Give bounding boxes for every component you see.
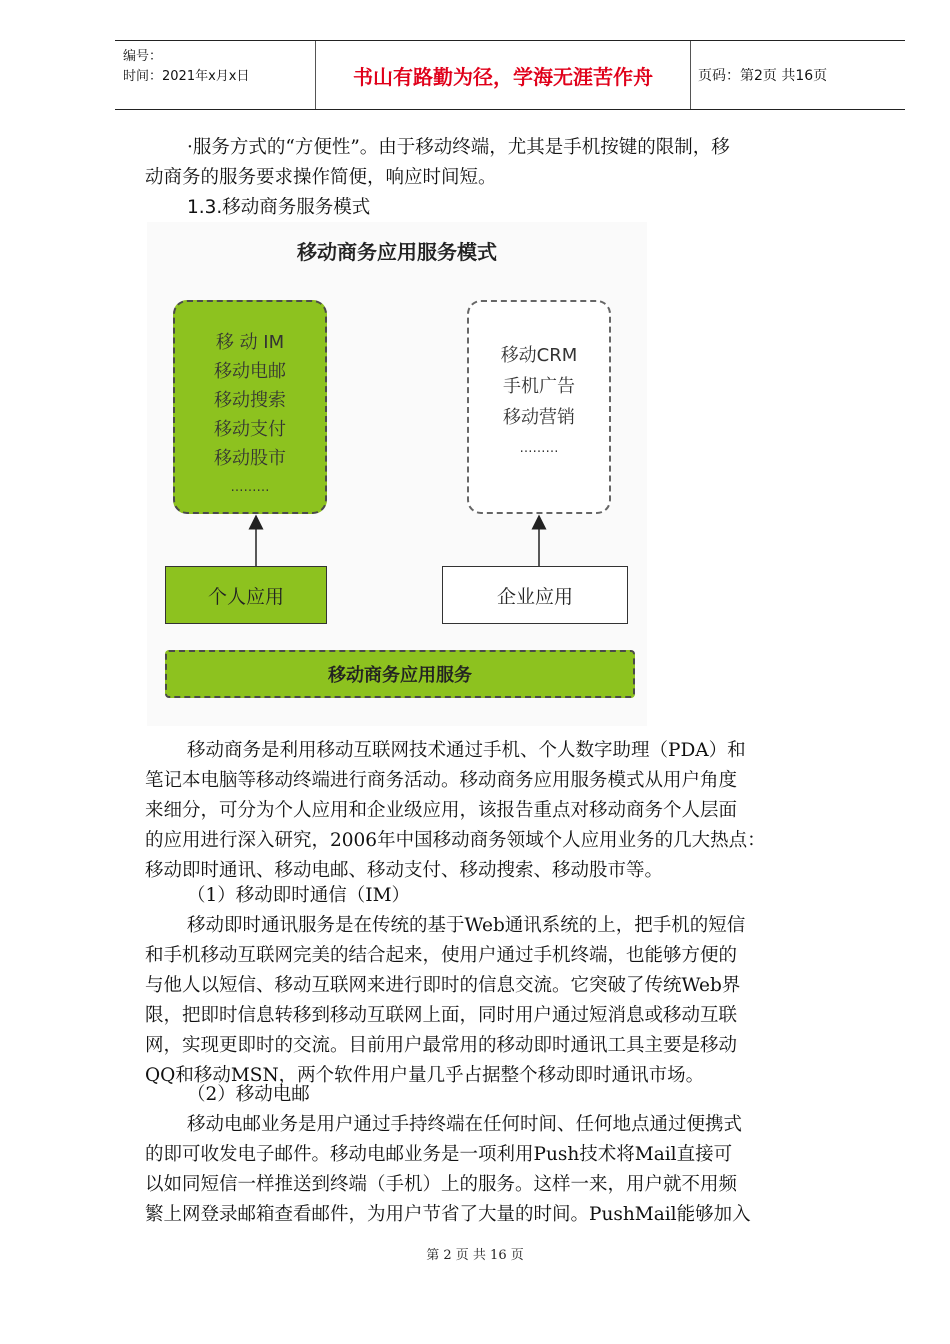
personal-service-item: 移动电邮 — [214, 361, 286, 382]
document-number: 编号： — [123, 49, 163, 64]
enterprise-service-item: 移动CRM — [500, 345, 578, 366]
text-line: 的应用进行深入研究，2006年中国移动商务领域个人应用业务的几大热点： — [145, 830, 766, 851]
text-line: 动商务的服务要求操作简便，响应时间短。 — [145, 167, 497, 188]
personal-service-item: 移 动 IM — [215, 332, 285, 353]
body-paragraph-1 — [145, 736, 895, 886]
text-line: 笔记本电脑等移动终端进行商务活动。移动商务应用服务模式从用户角度 — [145, 770, 738, 791]
service-bar: 移动商务应用服务 — [165, 650, 635, 698]
enterprise-services-box — [467, 300, 611, 514]
header-motto: 书山有路勤为径，学海无涯苦作舟 — [315, 41, 691, 109]
enterprise-service-item: 移动营销 — [503, 407, 575, 428]
text-line: 繁上网登录邮箱查看邮件，为用户节省了大量的时间。PushMail能够加入 — [145, 1204, 751, 1225]
enterprise-app-box: 企业应用 — [442, 566, 628, 624]
text-line: 网，实现更即时的交流。目前用户最常用的移动即时通讯工具主要是移动 — [145, 1035, 738, 1056]
text-line: QQ和移动MSN，两个软件用户量几乎占据整个移动即时通讯市场。 — [145, 1065, 705, 1086]
personal-app-box: 个人应用 — [165, 566, 327, 624]
text-line: 和手机移动互联网完美的结合起来，使用户通过手机终端，也能够方便的 — [145, 945, 738, 966]
personal-service-item: 移动支付 — [214, 419, 286, 440]
service-model-diagram — [147, 222, 647, 726]
text-line: ·服务方式的“方便性”。由于移动终端，尤其是手机按键的限制，移 — [187, 137, 730, 158]
text-line: 以如同短信一样推送到终端（手机）上的服务。这样一来，用户就不用频 — [145, 1174, 738, 1195]
page-header — [115, 40, 905, 110]
subsection-heading: （2）移动电邮 — [187, 1084, 310, 1105]
text-line: 限，把即时信息转移到移动互联网上面，同时用户通过短消息或移动互联 — [145, 1005, 738, 1026]
intro-paragraph — [145, 133, 895, 223]
subsection-heading: （1）移动即时通信（IM） — [187, 885, 411, 906]
section-heading: 1.3.移动商务服务模式 — [187, 197, 371, 218]
text-line: 与他人以短信、移动互联网来进行即时的信息交流。它突破了传统Web界 — [145, 975, 741, 996]
page-footer: 第 2 页 共 16 页 — [426, 1248, 524, 1263]
enterprise-service-item: ……… — [519, 441, 559, 456]
header-meta — [115, 41, 315, 109]
text-line: 移动即时通讯、移动电邮、移动支付、移动搜索、移动股市等。 — [145, 860, 664, 881]
personal-service-item: 移动搜索 — [214, 390, 286, 411]
diagram-title: 移动商务应用服务模式 — [297, 240, 497, 264]
personal-service-item: ……… — [230, 480, 270, 495]
personal-service-item: 移动股市 — [214, 448, 286, 469]
document-time: 时间：2021年x月x日 — [123, 69, 250, 84]
text-line: 来细分，可分为个人应用和企业级应用，该报告重点对移动商务个人层面 — [145, 800, 738, 821]
personal-services-box — [173, 300, 327, 514]
text-line: 移动即时通讯服务是在传统的基于Web通讯系统的上，把手机的短信 — [187, 915, 746, 936]
text-line: 的即可收发电子邮件。移动电邮业务是一项利用Push技术将Mail直接可 — [145, 1144, 733, 1165]
text-line: 移动商务是利用移动互联网技术通过手机、个人数字助理（PDA）和 — [187, 740, 746, 761]
subsection-im — [145, 881, 895, 1091]
enterprise-service-item: 手机广告 — [503, 376, 575, 397]
text-line: 移动电邮业务是用户通过手持终端在任何时间、任何地点通过便携式 — [187, 1114, 743, 1135]
subsection-email — [145, 1080, 895, 1230]
header-page-number: 页码：第2页 共16页 — [698, 68, 828, 84]
